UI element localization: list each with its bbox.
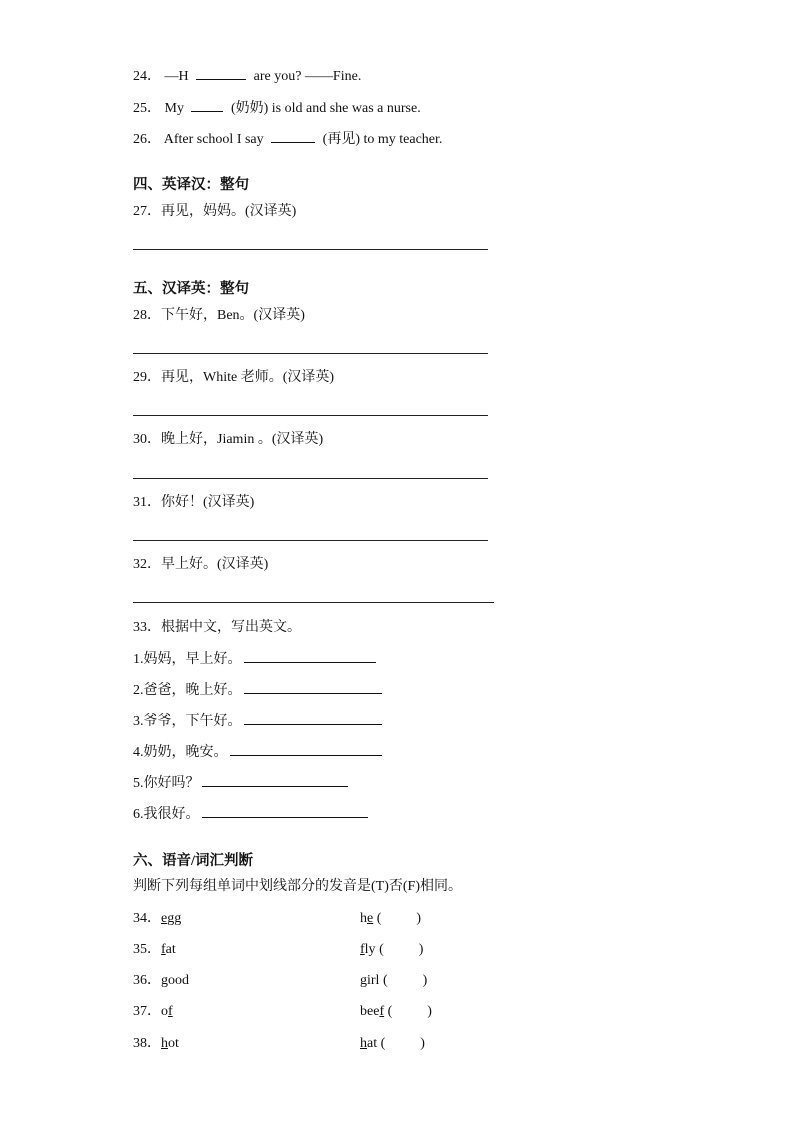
question-32: 32．早上好。(汉译英) [133, 557, 269, 572]
answer-paren-38[interactable]: ( ) [380, 1036, 425, 1051]
q33-item-1: 1.妈妈，早上好。 [133, 650, 376, 669]
answer-paren-37[interactable]: ( ) [387, 1004, 432, 1019]
q33-item-6: 6.我很好。 [133, 805, 368, 824]
question-35: 35．fat fly ( ) [133, 942, 424, 957]
section-4-heading: 四、英译汉：整句 [133, 177, 249, 193]
blank-25[interactable] [191, 99, 223, 112]
question-34: 34．egg he ( ) [133, 911, 422, 926]
question-27: 27．再见，妈妈。(汉译英) [133, 204, 297, 219]
blank-24[interactable] [196, 67, 246, 80]
q33-blank-6[interactable] [202, 805, 368, 818]
question-29: 29．再见，White 老师。(汉译英) [133, 370, 335, 385]
q33-blank-3[interactable] [244, 712, 382, 725]
q33-item-2: 2.爸爸，晚上好。 [133, 681, 382, 700]
question-33-title: 33．根据中文，写出英文。 [133, 620, 301, 635]
answer-paren-36[interactable]: ( ) [382, 973, 428, 988]
question-28: 28．下午好，Ben。(汉译英) [133, 308, 305, 323]
answer-line-29[interactable] [133, 415, 488, 416]
question-38: 38．hot hat ( ) [133, 1036, 425, 1051]
question-26: 26． After school I say (再见) to my teacher. [133, 132, 443, 147]
answer-line-30[interactable] [133, 478, 488, 479]
q33-blank-4[interactable] [230, 743, 382, 756]
question-31: 31．你好！(汉译英) [133, 495, 255, 510]
section-5-heading: 五、汉译英：整句 [133, 281, 249, 297]
answer-line-27[interactable] [133, 249, 488, 250]
q33-blank-5[interactable] [202, 774, 348, 787]
q33-item-4: 4.奶奶，晚安。 [133, 743, 382, 762]
question-30: 30．晚上好，Jiamin 。(汉译英) [133, 432, 324, 447]
q33-item-3: 3.爷爷，下午好。 [133, 712, 382, 731]
answer-line-28[interactable] [133, 353, 488, 354]
answer-paren-35[interactable]: ( ) [379, 942, 424, 957]
section-6-instruction: 判断下列每组单词中划线部分的发音是(T)否(F)相同。 [133, 879, 462, 894]
q33-blank-2[interactable] [244, 681, 382, 694]
question-36: 36．good girl ( ) [133, 973, 428, 988]
question-24: 24． —H are you? ——Fine. [133, 69, 362, 84]
section-6-heading: 六、语音/词汇判断 [133, 853, 254, 869]
answer-paren-34[interactable]: ( ) [376, 911, 422, 926]
question-37: 37．of beef ( ) [133, 1004, 432, 1019]
q33-blank-1[interactable] [244, 650, 376, 663]
question-25: 25． My (奶奶) is old and she was a nurse. [133, 101, 421, 116]
blank-26[interactable] [271, 130, 315, 143]
q33-item-5: 5.你好吗？ [133, 774, 348, 793]
answer-line-32[interactable] [133, 602, 494, 603]
answer-line-31[interactable] [133, 540, 488, 541]
